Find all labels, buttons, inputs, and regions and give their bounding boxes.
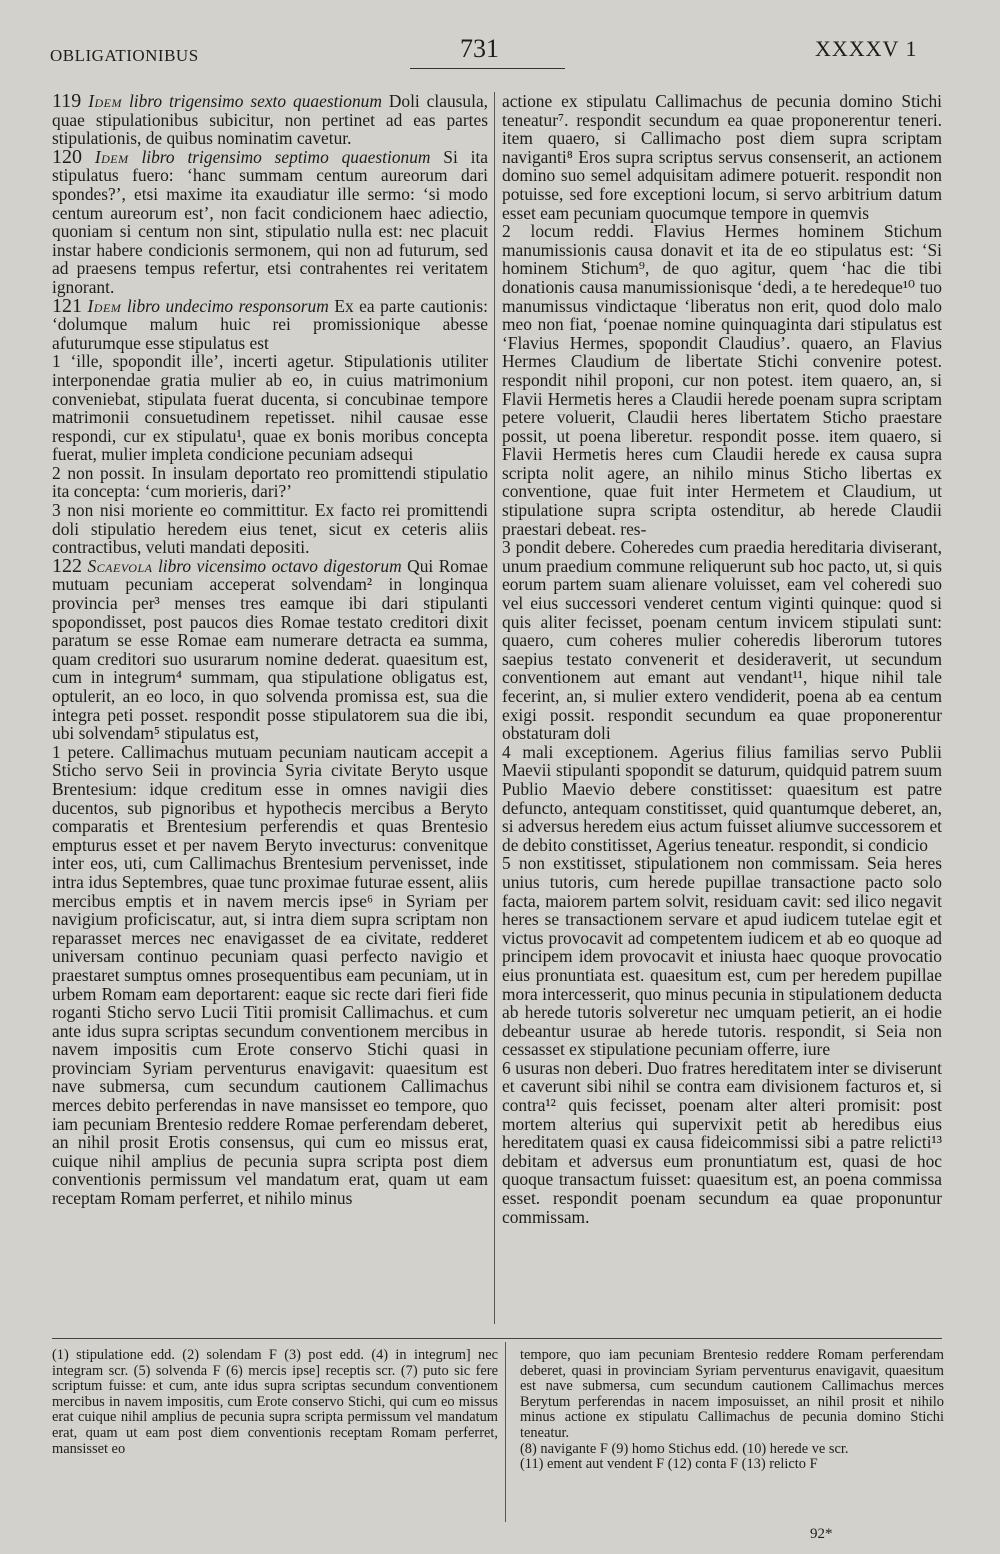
section-number: 120 (52, 145, 82, 168)
section-work: libro vicensimo octavo digestorum (157, 555, 402, 576)
signature-mark: 92* (810, 1526, 833, 1542)
section-120 (52, 145, 489, 297)
footnote-divider (505, 1342, 506, 1522)
section-work: libro undecimo responsorum (126, 295, 329, 316)
page-number-rule (410, 68, 565, 69)
section-number: 121 (52, 294, 82, 317)
section-122-continued: actione ex stipulatu Callimachus de pecunia domino Stichi teneatur⁷. respondit secundum ea quae proponerentur teneri. item quaero, si Callimacho post diem supra scriptam naviganti⁸ Eros supra scriptus servus consenserit, an actionem domino suo semel adquisitam adimere potuerit. respondit non potuisse, sed fore exceptioni locum, si servo arbitrium datum esset eam pecuniam quocumque tempore in quemvis 2 locum reddi. Flavius Hermes hominem Stichum manumissionis causa donavit et ita de eo stipulatus est: ‘Si hominem Stichum⁹, de quo agitur, quem ‘hac die tibi donationis causa manumissionisque ‘dedi, a te heredeque¹⁰ tuo manumissus vindictaque ‘liberatus non erit, quod dolo malo meo non fiat, ‘poenae nomine quinquaginta dari stipulatus est ‘Flavius Hermes, spopondit Claudius’. quaero, an Flavius Hermes Claudium de libertate Stichi convenire potest. respondit nihil proponi, cur non potest. item quaero, an, si Flavii Hermetis heres a Claudii herede poenam supra scriptam petere voluerit, Claudii heres libertatem Sticho praestare possit, ut poena liberetur. respondit posse. item quaero, si Flavii Hermetis heres cum Claudii herede ex causa supra scripta nolit agere, an nihilo minus Sticho libertas ex conventione, quae fuit inter Hermetem et Claudium, ut stipulatione supra scripta ostenditur, ab herede Claudii praestari debeat. res- 3 pondit debere. Coheredes cum praedia hereditaria diviserant, unum praedium commune reliquerunt sub hoc pacto, ut, si quis eorum partem suam alienare voluisset, eam vel coheredi suo vel eius successori venderet centum viginti quinque: quod si quis aliter fecisset, poenam centum invicem stipulati sunt: quaero, cum coheres mulier coheredis liberorum tutores saepius testato convenerit et desideraverit, ut secundum conventionem aut emant aut vendant¹¹, hique nihil tale fecerint, an, si mulier extero vendiderit, poena ab ea centum exigi possit. respondit secundum ea quae proponerentur obstaturam doli 4 mali exceptionem. Agerius filius familias servo Publii Maevii stipulanti spopondit se daturum, quidquid patrem suum Publio Maevio debere constitisset: quaesitum est patre defuncto, antequam constitisset, quid quantumque deberet, an, si adversus heredem eius actum fuisset aliumve successorem et de debito constitisset, Agerius teneatur. respondit, si condicio 5 non exstitisset, stipulationem non commissam. Seia heres unius tutoris, cum herede pupillae transactione pacto solo facta, maiorem partem solvit, residuam cavit: sed ilico negavit heres se transactionem servare et apud iudicem tutelae egit et victus provocavit ad competentem iudicem et ab eo quoque ad principem idem provocavit et iniusta haec quoque provocatio eius pronuntiata est. quaesitum est, cum per heredem pupillae mora intercesserit, quo minus pecunia in stipulationem deducta ab herede tutoris solveretur nec umquam petierit, an ei hodie debeantur usurae ab herede tutoris. respondit, si Seia non cessasset ex stipulatione pecuniam offerre, iure 6 usuras non deberi. Duo fratres hereditatem inter se diviserunt et caverunt sibi nihil se contra eam divisionem facturos et, si contra¹² quis fecisset, poenam alter alteri promisit: post mortem alterius qui supervixit petit ab heredibus eius hereditatem quasi ex causa fideicommissi sibi a patre relicti¹³ debitam et adversus eum pronuntiatum est, quasi de hoc quoque transactum fuisset: quaesitum est, an poena commissa esset. respondit poenam secundum ea quae proponuntur commissam. (502, 91, 942, 1227)
section-text: Ex ea parte cautionis: ‘dolumque malum huic rei promissionique abesse afuturumque esse stipulatus est 1 ‘ille, spopondit ille’, incerti agetur. Stipulationis utiliter interponendae gratia mulier ab eo, in cuius matrimonium conveniebat, stipulata fuerat ducenta, si concubinae tempore matrimonii consuetudinem repetisset. nihil causae esse respondi, cur ex stipulatu¹, quae ex bonis moribus concepta fuerat, mulier impleta condicione pecuniam adsequi 2 non possit. In insulam deportato reo promittendi stipulatio ita concepta: ‘cum morieris, dari?’ 3 non nisi moriente eo committitur. Ex facto rei promittendi doli stipulatio heredem eius tenet, sicut ex ceteris aliis contractibus, veluti mandati depositi. (52, 295, 488, 558)
page-number: 731 (460, 34, 499, 63)
right-text-column (502, 92, 942, 1226)
section-author: Scaevola (87, 555, 153, 576)
footnotes-right: tempore, quo iam pecuniam Brentesio reddere Romam perferendam deberet, quasi in provinciam Syriam perventurus enavigavit, quaesitum est nave submersa, cum secundum cautionem Callimachus merces Berytum perferendas in nacem imposuisset, an nihil prosit et nihilo minus actione ex stipulatu Callimachus de pecunia domino Stichi teneatur. (8) navigante F (9) homo Stichus edd. (10) herede ve scr. (11) ement aut vendent F (12) conta F (13) relicto F (520, 1347, 944, 1473)
left-text-column (52, 92, 488, 1208)
section-author: Idem (88, 91, 122, 111)
section-text: Si ita stipulatus fuero: ‘hanc summam centum aureorum dari spondes?’, etsi maxime ita exaudiatur ille sermo: ‘si modo centum aureorum est’, non facit condicionem haec adiectio, quoniam si centum non sint, stipulatio nulla est: nec placuit instar habere condicionis sermonem, qui non ad futurum, sed ad praesens tempus refertur, etsi contrahentes rei veritatem ignorant. (52, 146, 489, 297)
section-text: Doli clausula, quae stipulationibus subicitur, non pertinet ad eas partes stipulationis, de quibus nominatim cavetur. (52, 91, 489, 149)
section-122 (52, 554, 488, 1209)
column-divider (494, 92, 495, 1324)
section-author: Idem (87, 295, 122, 316)
section-text: Qui Romae mutuam pecuniam acceperat solvendam² in longinqua provincia per³ menses tres eamque ibi dari stipulanti spopondisset, post paucos dies Romae testato creditori dixit paratum se esse Romae eam numerare detracta ea summa, quam creditori suo usurarum nomine dederat. quaesitum est, cum in integrum⁴ summam, qua stipulatione obligatus est, optulerit, an eo loco, in quo solvenda promissa est, sua die integra peti posset. respondit posse stipulatorem sua die ibi, ubi solvendam⁵ stipulatus est, 1 petere. Callimachus mutuam pecuniam nauticam accepit a Sticho servo Seii in provincia Syria civitate Beryto usque Brentesium: idque creditum esse in omnes navigii dies ducentos, sub pignoribus et hypothecis mercibus a Beryto comparatis et Brentesium perferendis et quas Brentesio empturus esset et per navem Beryto invecturus: convenitque inter eos, uti, cum Callimachus Brentesium pervenisset, inde intra idus Septembres, quae tunc proximae futurae essent, aliis mercibus emptis et in navem mercis ipse⁶ in Syriam per navigium proficiscatur, aut, si intra diem supra scriptam non reparasset merces nec enavigasset de ea civitate, redderet universam continuo pecuniam quasi perfecto navigio et praestaret sumptus omnes prosequentibus eam pecuniam, ut in urbem Romam eam deportarent: eaque sic recte dari fieri fide roganti Sticho servo Lucii Titii promisit Callimachus. et cum ante idus supra scriptas secundum conventionem mercibus in navem impositis cum Erote conservo Stichi quasi in provinciam Syriam perventurus enavigavit: quaesitum est nave submersa, cum secundum cautionem Callimachus merces debito perferendas in nave mansisset eo tempore, quo iam pecuniam Brentesio reddere Romae perferendam deberet, an nihil prosit Erotis consensus, qui cum eo missus erat, cuique nihil amplius de pecunia supra scripta post diem conventionis permissum vel mandatum erat, quam ut eam receptam Romam perferret, et nihilo minus (52, 555, 488, 1209)
footnote-rule (52, 1338, 942, 1339)
section-author: Idem (94, 146, 129, 167)
footnotes-left: (1) stipulatione edd. (2) solendam F (3) post edd. (4) in integrum] nec integram scr. (5) solvenda F (6) mercis ipse] receptis scr. (7) puto sic fere scriptum fuisse: et cum, ante idus supra scriptas secundum conventionem mercibus in navem impositis, cum Erote conservo Stichi, qui cum eo missus erat cuique nihil amplius de pecunia supra scripta permissum vel mandatum erat, quam ut eam post diem conventionis receptam Romam perferret, mansisset eo (52, 1347, 498, 1457)
running-head-book: XXXXV 1 (815, 36, 918, 61)
section-number: 122 (52, 554, 82, 577)
section-work: libro trigensimo sexto quaestionum (128, 91, 382, 111)
running-head-title: OBLIGATIONIBUS (50, 46, 199, 65)
section-119 (52, 92, 488, 148)
section-121 (52, 294, 488, 558)
section-number: 119 (52, 90, 82, 112)
section-work: libro trigensimo septimo quaestionum (141, 146, 431, 167)
